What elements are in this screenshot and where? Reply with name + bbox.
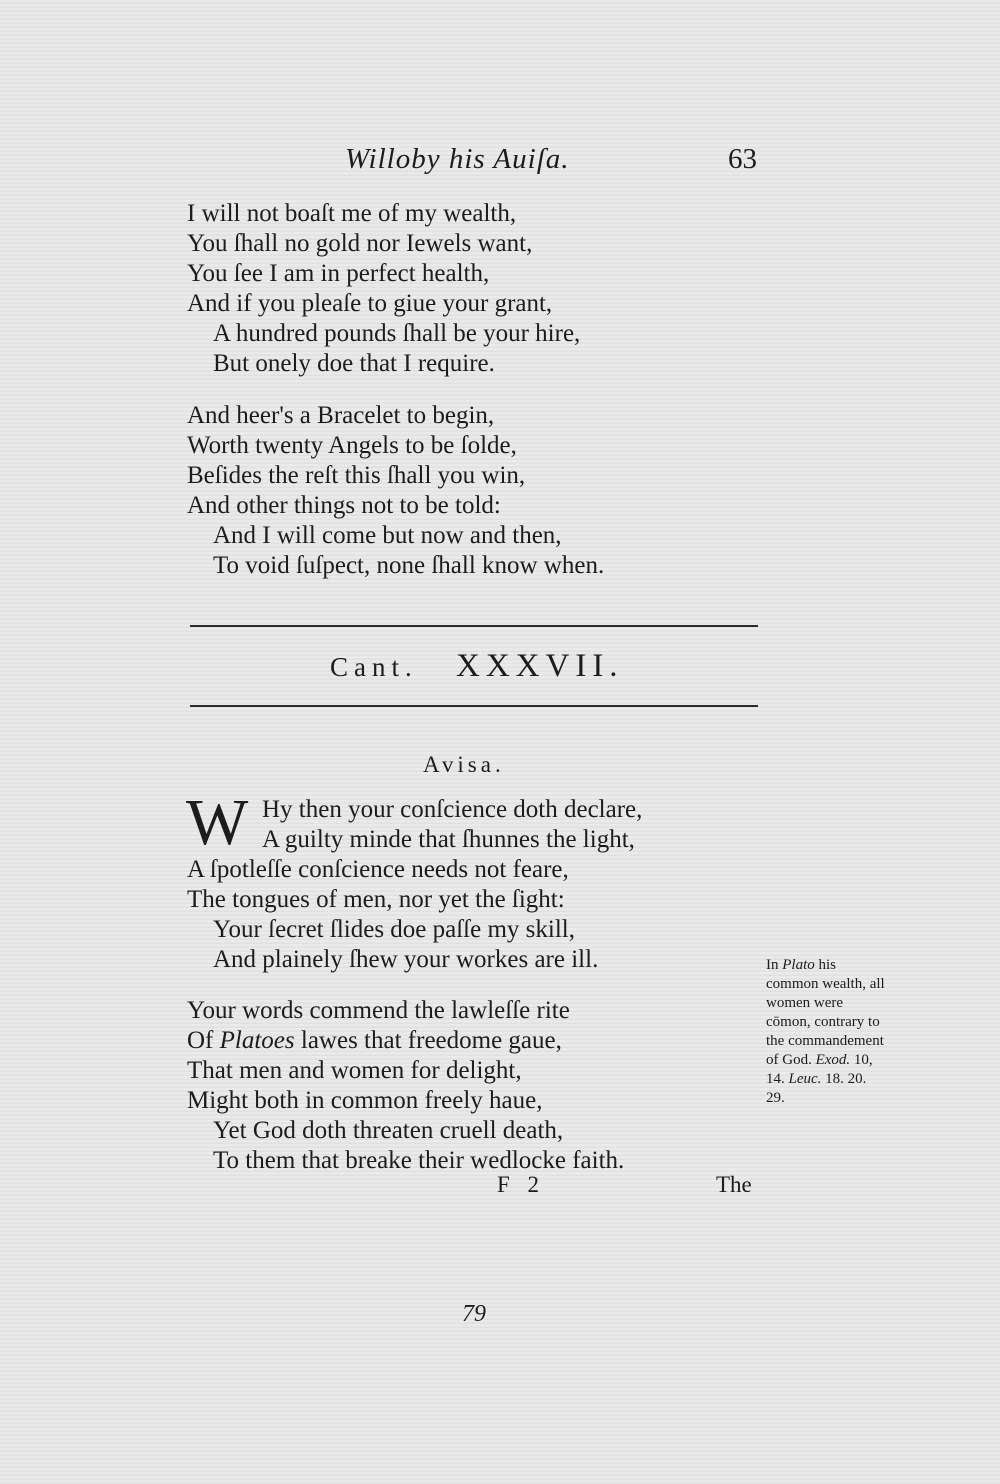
verse-text: Of bbox=[187, 1027, 220, 1054]
note-reference: Exod. bbox=[815, 1052, 851, 1068]
verse-line bbox=[187, 1026, 747, 1056]
note-text: 18. 20. 29. bbox=[766, 1071, 867, 1106]
marginal-note bbox=[766, 956, 886, 1108]
verse-line: You ſhall no gold nor Iewels want, bbox=[187, 230, 533, 257]
verse-line: Yet God doth threaten cruell death, bbox=[213, 1117, 564, 1144]
verse-line: A guilty minde that ſhunnes the light, bbox=[262, 826, 635, 853]
verse-line: Might both in common freely haue, bbox=[187, 1087, 543, 1114]
note-reference: Leuc. bbox=[788, 1071, 822, 1087]
signature-mark: F 2 bbox=[497, 1172, 546, 1197]
verse-line: Your ſecret ſlides doe paſſe my skill, bbox=[213, 916, 575, 943]
stanza-2 bbox=[187, 401, 747, 581]
verse-line: Your words commend the lawleſſe rite bbox=[187, 997, 570, 1024]
stanza-1 bbox=[187, 199, 747, 379]
catchword: The bbox=[716, 1172, 752, 1197]
verse-line: And other things not to be told: bbox=[187, 492, 501, 519]
verse-line: I will not boaſt me of my wealth, bbox=[187, 200, 517, 227]
note-text: his common wealth, all women were cōmon, contrary to the commandement of God. bbox=[766, 957, 885, 1068]
verse-line: And I will come but now and then, bbox=[213, 522, 562, 549]
verse-line: To void ſuſpect, none ſhall know when. bbox=[213, 552, 605, 579]
drop-cap: W bbox=[186, 786, 249, 859]
verse-line: You ſee I am in perfect health, bbox=[187, 260, 490, 287]
verse-line: Worth twenty Angels to be ſolde, bbox=[187, 432, 517, 459]
divider-rule bbox=[190, 705, 758, 707]
speaker-heading: Avisa. bbox=[423, 752, 505, 777]
verse-line: That men and women for delight, bbox=[187, 1057, 522, 1084]
note-text: 10, 14. bbox=[766, 1052, 873, 1087]
verse-line: To them that breake their wedlocke faith. bbox=[213, 1147, 625, 1174]
canto-number: XXXVII. bbox=[456, 648, 624, 684]
verse-line: A hundred pounds ſhall be your hire, bbox=[213, 320, 581, 347]
verse-line: But onely doe that I require. bbox=[213, 350, 495, 377]
verse-line: And if you pleaſe to giue your grant, bbox=[187, 290, 553, 317]
stanza-3 bbox=[187, 795, 747, 975]
divider-rule bbox=[190, 625, 758, 627]
folio-number: 79 bbox=[462, 1301, 486, 1327]
verse-line: Beſides the reſt this ſhall you win, bbox=[187, 462, 526, 489]
page-number: 63 bbox=[728, 143, 757, 175]
canto-label: Cant. bbox=[330, 652, 418, 682]
verse-line: A ſpotleſſe conſcience needs not feare, bbox=[187, 856, 569, 883]
note-italic: Plato bbox=[782, 957, 815, 973]
stanza-4 bbox=[187, 996, 747, 1176]
verse-italic: Platoes bbox=[219, 1027, 295, 1054]
verse-line: And plainely ſhew your workes are ill. bbox=[213, 946, 599, 973]
verse-line: And heer's a Bracelet to begin, bbox=[187, 402, 495, 429]
note-text: In bbox=[766, 957, 783, 973]
running-title: Willoby his Auiſa. bbox=[345, 143, 570, 175]
verse-line: The tongues of men, nor yet the ſight: bbox=[187, 886, 565, 913]
verse-line: Hy then your conſcience doth declare, bbox=[262, 796, 643, 823]
verse-text: lawes that freedome gaue, bbox=[294, 1027, 562, 1054]
